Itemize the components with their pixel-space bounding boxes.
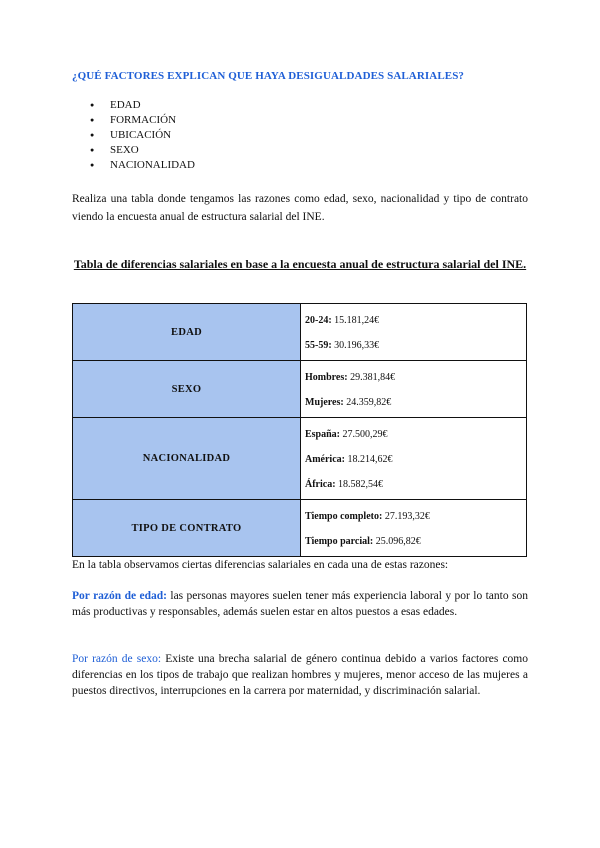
value-line [305, 333, 522, 358]
paragraph-lead: Por razón de sexo: [72, 653, 162, 665]
value-label: Tiempo parcial: [305, 536, 374, 547]
value-label: 20-24: [305, 315, 332, 326]
value-amount: 25.096,82€ [375, 536, 421, 547]
value-amount: 30.196,33€ [334, 340, 380, 351]
value-amount: 18.582,54€ [338, 479, 384, 490]
value-label: Tiempo completo: [305, 511, 383, 522]
values-cell [301, 361, 527, 418]
table-row [73, 418, 527, 500]
table-title: Tabla de diferencias salariales en base a la encuesta anual de estructura salarial del INE. [73, 257, 527, 271]
summary-sentence: En la tabla observamos ciertas diferencias salariales en cada una de estas razones: [72, 559, 449, 571]
value-line [305, 447, 522, 472]
factor-cell-nacionalidad: NACIONALIDAD [73, 418, 301, 500]
value-label: América: [305, 454, 345, 465]
value-amount: 27.500,29€ [342, 429, 388, 440]
paragraph-lead: Por razón de edad: [72, 590, 167, 602]
value-amount: 29.381,84€ [350, 372, 396, 383]
value-line [305, 422, 522, 447]
table-row [73, 500, 527, 557]
factor-cell-sexo: SEXO [73, 361, 301, 418]
value-label: 55-59: [305, 340, 332, 351]
value-amount: 27.193,32€ [384, 511, 430, 522]
value-label: África: [305, 479, 336, 490]
value-amount: 15.181,24€ [334, 315, 380, 326]
salary-table [72, 303, 527, 557]
paragraph-text: Existe una brecha salarial de género continua debido a varios factores como diferencias en los tipos de trabajo que realizan hombres y mujeres, menor acceso de las mujeres a puestos directivos, interrupciones en la carrera por maternidad, y discriminación salarial. [72, 653, 529, 697]
values-cell [301, 500, 527, 557]
value-line [305, 308, 522, 333]
paragraph-text: las personas mayores suelen tener más experiencia laboral y por lo tanto son más productivas y responsables, además suelen estar en altos puestos a esas edades. [72, 590, 528, 618]
list-item: ● UBICACIÓN [90, 128, 195, 143]
value-line [305, 390, 522, 415]
value-line [305, 472, 522, 497]
table-row [73, 304, 527, 361]
factors-list [90, 98, 195, 173]
value-line [305, 529, 522, 554]
value-amount: 24.359,82€ [346, 397, 392, 408]
value-label: Hombres: [305, 372, 348, 383]
list-item: ● EDAD [90, 98, 195, 113]
value-label: Mujeres: [305, 397, 344, 408]
value-amount: 18.214,62€ [347, 454, 393, 465]
value-line [305, 504, 522, 529]
intro-paragraph: Realiza una tabla donde tengamos las razones como edad, sexo, nacionalidad y tipo de contrato viendo la encuesta anual de estructura salarial del INE. [72, 193, 528, 223]
list-item: ● SEXO [90, 143, 195, 158]
paragraph-sexo [72, 651, 528, 699]
factor-cell-edad: EDAD [73, 304, 301, 361]
values-cell [301, 418, 527, 500]
value-line [305, 365, 522, 390]
section-heading: ¿QUÉ FACTORES EXPLICAN QUE HAYA DESIGUALDADES SALARIALES? [72, 70, 465, 82]
list-item: ● FORMACIÓN [90, 113, 195, 128]
value-label: España: [305, 429, 341, 440]
paragraph-edad [72, 588, 528, 620]
list-item: ● NACIONALIDAD [90, 158, 195, 173]
table-row [73, 361, 527, 418]
values-cell [301, 304, 527, 361]
factor-cell-tipo-contrato: TIPO DE CONTRATO [73, 500, 301, 557]
